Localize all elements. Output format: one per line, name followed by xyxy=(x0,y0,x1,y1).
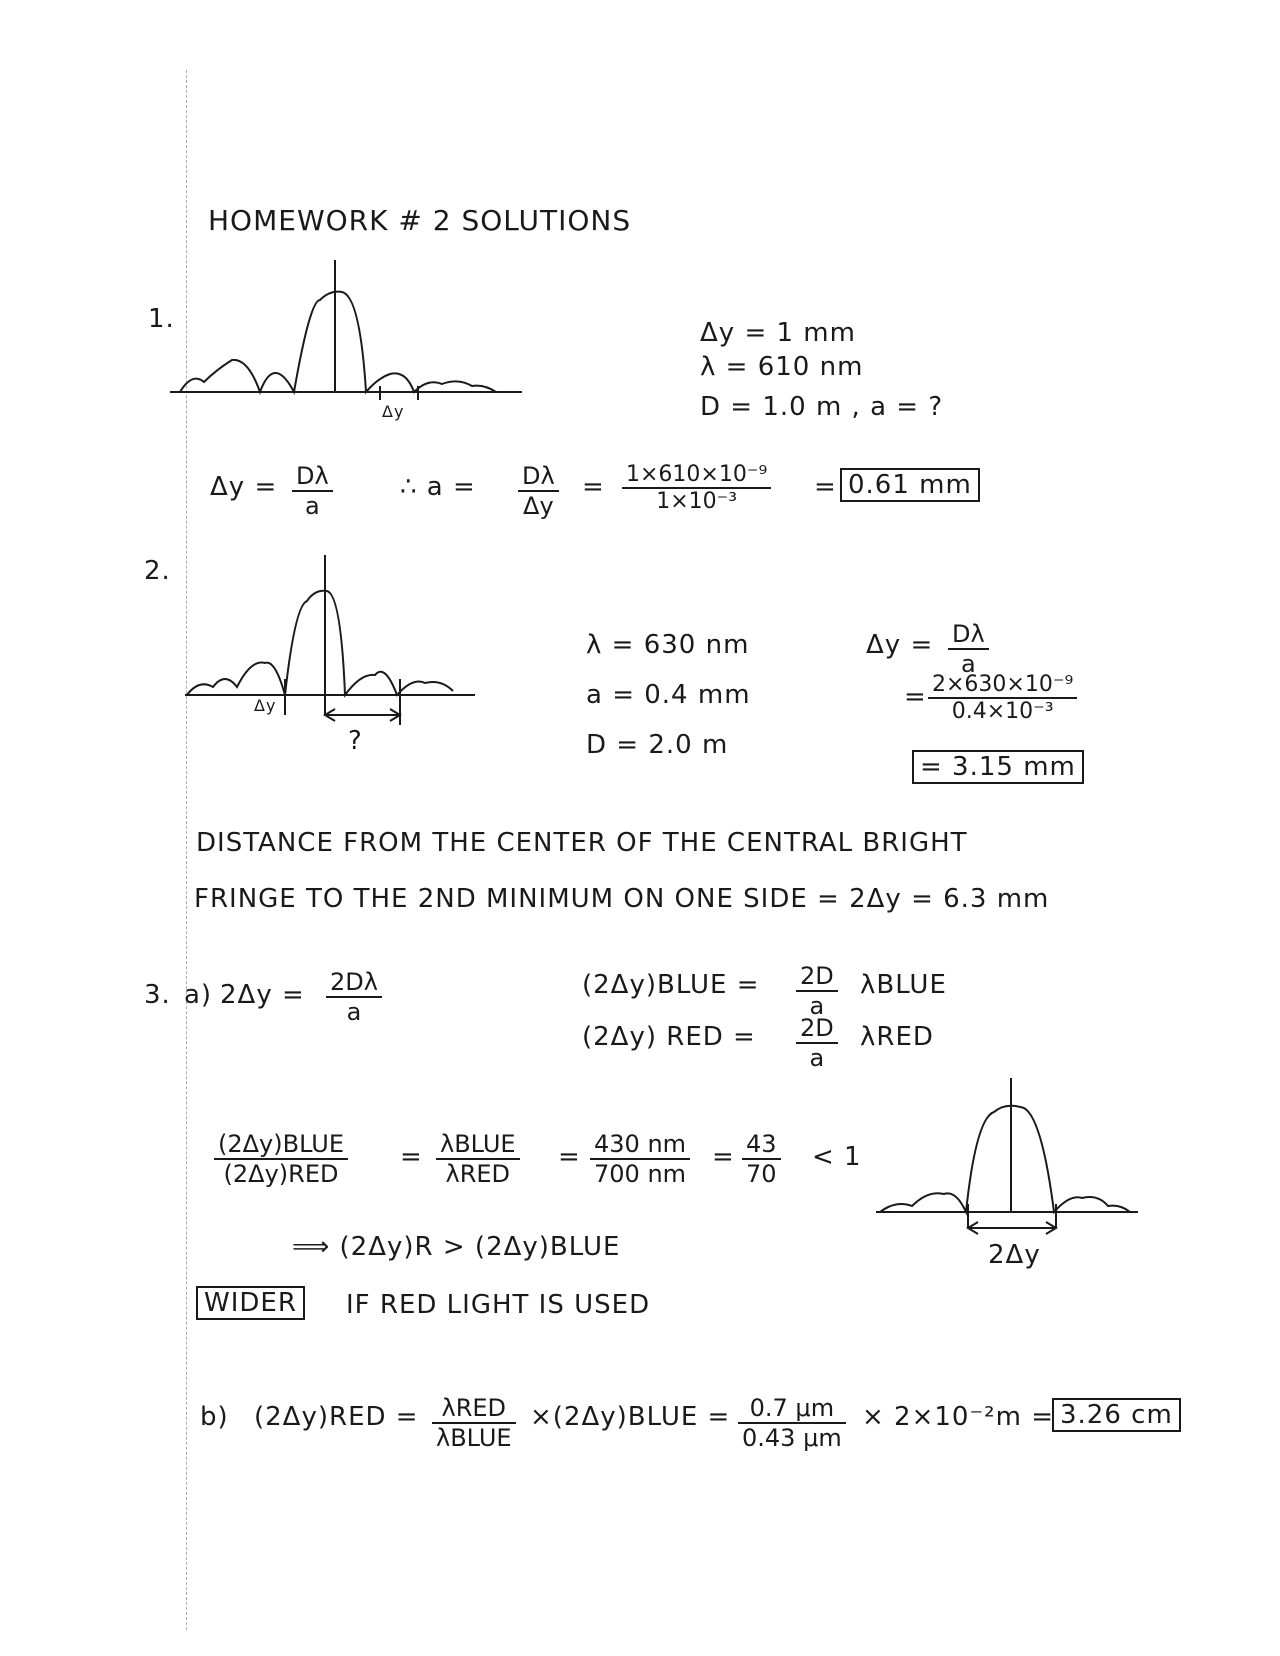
p3-wider-tail: IF RED LIGHT IS USED xyxy=(346,1290,651,1320)
p3b-lhs: (2Δy)RED = xyxy=(254,1402,419,1432)
page-title: HOMEWORK # 2 SOLUTIONS xyxy=(208,204,632,237)
problem-1-diffraction-figure xyxy=(170,260,530,460)
problem-3-diffraction-figure xyxy=(876,1078,1146,1248)
frac-den: λBLUE xyxy=(436,1424,512,1452)
frac-num: 2D xyxy=(796,1014,838,1044)
problem-2-number: 2. xyxy=(144,556,171,586)
p3-blue-frac xyxy=(796,962,838,1020)
p1-eq-equals-2: = xyxy=(814,472,837,502)
p3-red-frac xyxy=(796,1014,838,1072)
problem-2-given-a: a = 0.4 mm xyxy=(586,680,751,710)
p3-ratio-eq-1: = xyxy=(400,1142,423,1172)
p3-blue-lhs: (2Δy)BLUE = xyxy=(582,970,760,1000)
p1-frac-numeric xyxy=(622,462,771,514)
frac-den: a xyxy=(960,650,976,678)
frac-num: λBLUE xyxy=(436,1130,520,1160)
problem-2-explanation-line-1: DISTANCE FROM THE CENTER OF THE CENTRAL BRIGHT xyxy=(196,828,968,858)
p3-ratio-eq-3: = xyxy=(712,1142,735,1172)
frac-num: 430 nm xyxy=(590,1130,690,1160)
frac-den: 70 xyxy=(746,1160,777,1188)
p3-ratio-tail: < 1 xyxy=(812,1142,862,1172)
frac-num: (2Δy)BLUE xyxy=(214,1130,348,1160)
frac-num: Dλ xyxy=(292,462,333,492)
problem-3-number: 3. xyxy=(144,980,171,1010)
p2-eq-line2-equals: = xyxy=(904,682,927,712)
frac-den: (2Δy)RED xyxy=(223,1160,339,1188)
p3-red-lhs: (2Δy) RED = xyxy=(582,1022,756,1052)
problem-2-explanation-line-2: FRINGE TO THE 2ND MINIMUM ON ONE SIDE = 2Δy = 6.3 mm xyxy=(194,884,1050,914)
problem-2-diffraction-figure xyxy=(185,555,485,755)
problem-3a-label: a) xyxy=(184,980,213,1010)
p3-implies: ⟹ (2Δy)R > (2Δy)BLUE xyxy=(292,1232,621,1262)
frac-num: 2D xyxy=(796,962,838,992)
p3-red-rhs: λRED xyxy=(860,1022,934,1052)
p1-eq-equals: = xyxy=(582,472,605,502)
p3b-mid: ×(2Δy)BLUE = xyxy=(530,1402,731,1432)
frac-den: 1×10⁻³ xyxy=(656,489,738,514)
problem-1-number: 1. xyxy=(148,304,175,334)
p1-eq-therefore: ∴ a = xyxy=(400,472,476,502)
problem-2-given-d: D = 2.0 m xyxy=(586,730,729,760)
frac-num: 0.7 μm xyxy=(738,1394,846,1424)
p1-eq-lhs: Δy = xyxy=(210,472,278,502)
frac-den: 700 nm xyxy=(594,1160,687,1188)
problem-2-figure-label-dy: Δy xyxy=(254,696,277,715)
p3-ratio-frac-simplified xyxy=(742,1130,781,1188)
frac-den: a xyxy=(346,998,362,1026)
p2-frac-dlambda-over-a xyxy=(948,620,989,678)
p3a-frac-2dlambda-over-a xyxy=(326,968,382,1026)
intensity-curve xyxy=(187,591,453,695)
p3-ratio-eq-2: = xyxy=(558,1142,581,1172)
p2-eq-lhs: Δy = xyxy=(866,630,934,660)
p3-ratio-frac-nm xyxy=(590,1130,690,1188)
frac-den: λRED xyxy=(445,1160,511,1188)
problem-1-figure-label: Δy xyxy=(382,402,405,421)
frac-den: a xyxy=(809,1044,825,1072)
p3b-frac-micrometres xyxy=(738,1394,846,1452)
problem-1-given-lambda: λ = 610 nm xyxy=(700,352,864,382)
p3b-frac-lambdas xyxy=(432,1394,516,1452)
problem-2-answer: = 3.15 mm xyxy=(912,750,1084,784)
problem-3b-label: b) xyxy=(200,1402,229,1432)
p3-blue-rhs: λBLUE xyxy=(860,970,947,1000)
problem-1-given-dy: Δy = 1 mm xyxy=(700,318,856,348)
problem-3-figure-label: 2Δy xyxy=(988,1240,1041,1270)
frac-den: a xyxy=(304,492,320,520)
frac-den: 0.43 μm xyxy=(742,1424,842,1452)
p3a-eq-lhs: 2Δy = xyxy=(220,980,305,1010)
frac-num: 1×610×10⁻⁹ xyxy=(622,462,771,489)
problem-2-given-lambda: λ = 630 nm xyxy=(586,630,750,660)
p2-frac-numeric xyxy=(928,672,1077,724)
p1-frac-dlambda-over-dy xyxy=(518,462,559,520)
frac-num: λRED xyxy=(432,1394,516,1424)
problem-1-answer: 0.61 mm xyxy=(840,468,980,502)
frac-den: 0.4×10⁻³ xyxy=(951,699,1054,724)
frac-num: 2×630×10⁻⁹ xyxy=(928,672,1077,699)
frac-den: Δy xyxy=(523,492,554,520)
problem-3b-answer: 3.26 cm xyxy=(1052,1398,1181,1432)
frac-num: 43 xyxy=(742,1130,781,1160)
p1-frac-dlambda-over-a xyxy=(292,462,333,520)
problem-1-given-d-a: D = 1.0 m , a = ? xyxy=(700,392,944,422)
intensity-curve xyxy=(180,292,496,392)
intensity-curve xyxy=(880,1106,1130,1212)
frac-num: 2Dλ xyxy=(326,968,382,998)
p3b-tail: × 2×10⁻²m = xyxy=(862,1402,1054,1432)
frac-num: Dλ xyxy=(518,462,559,492)
p3-wider-boxed: WIDER xyxy=(196,1286,305,1320)
p3-ratio-frac-lambdas xyxy=(436,1130,520,1188)
frac-num: Dλ xyxy=(948,620,989,650)
p3-ratio-frac-widths xyxy=(214,1130,348,1188)
frac-den: a xyxy=(809,992,825,1020)
problem-2-figure-label-question: ? xyxy=(348,726,363,756)
